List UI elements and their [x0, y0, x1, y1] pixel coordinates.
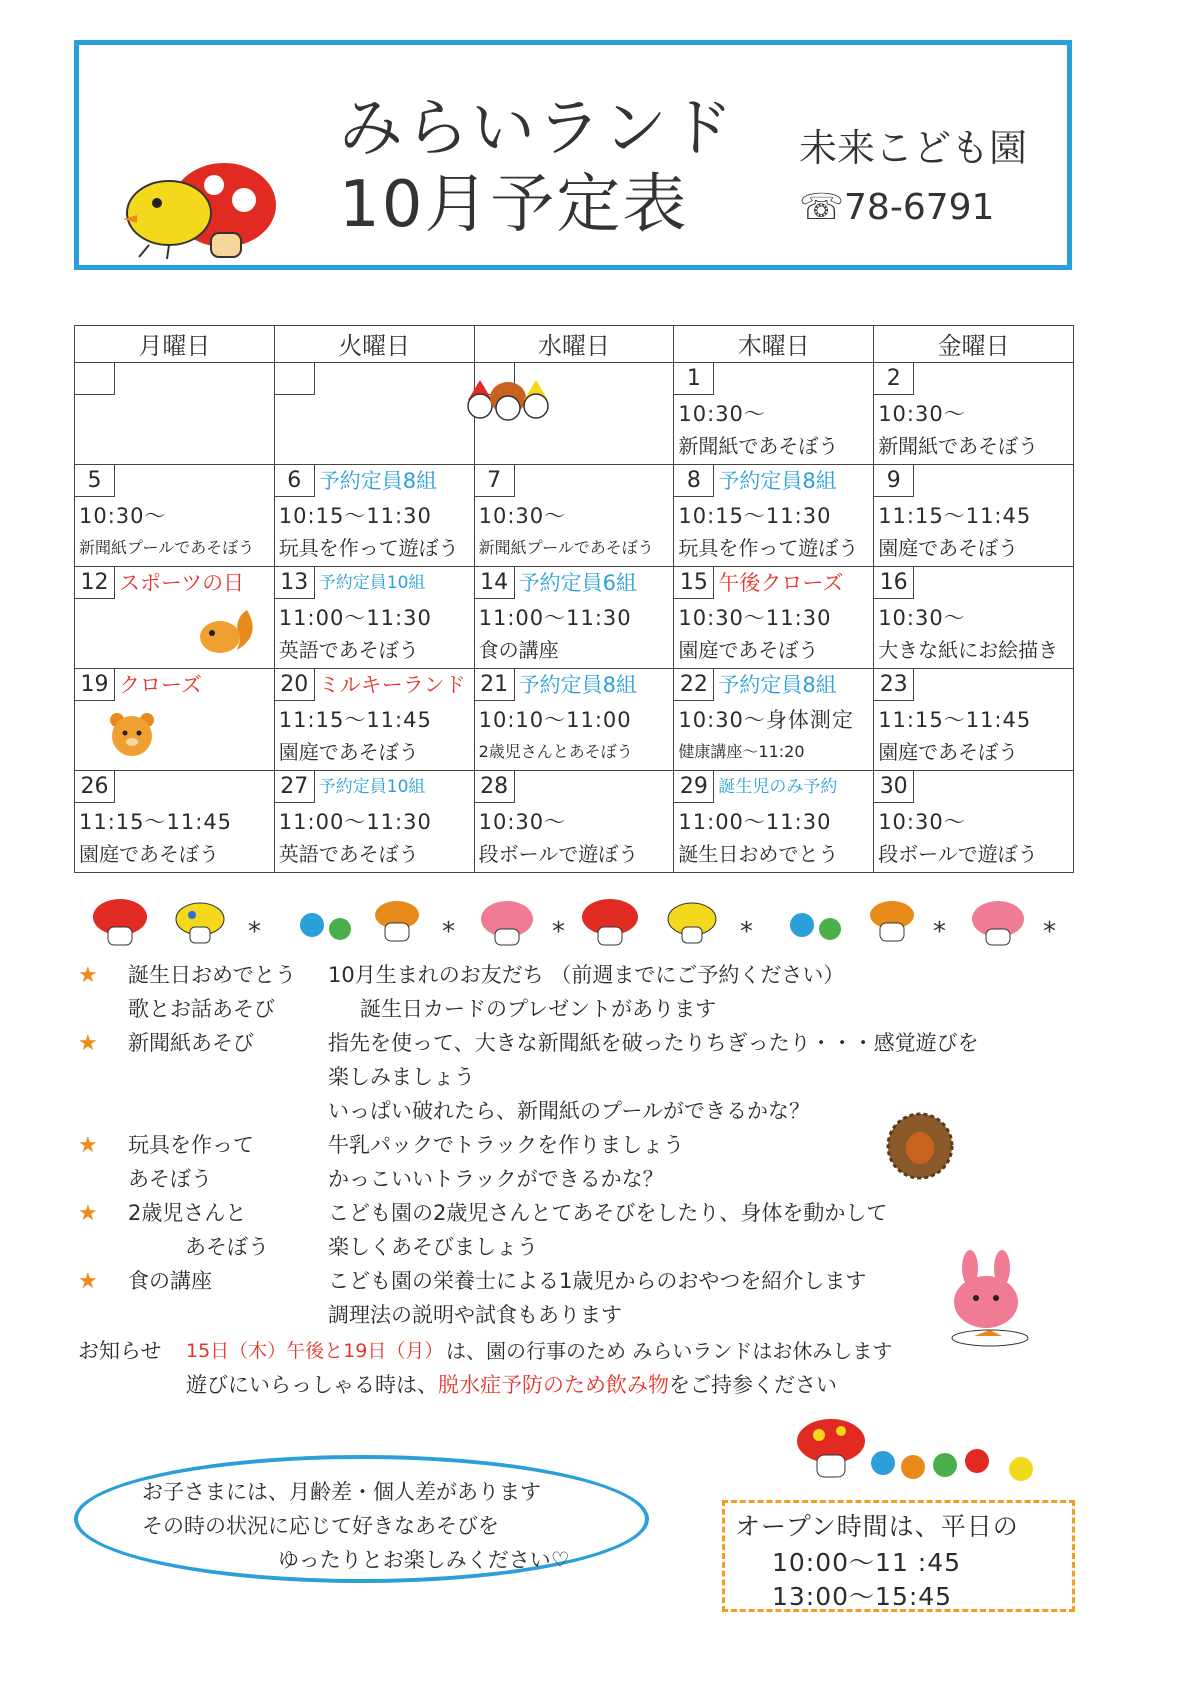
- calendar-cell: [274, 567, 474, 669]
- event-activity: 園庭であそぼう: [79, 842, 219, 866]
- day-number: 26: [75, 771, 115, 803]
- cell-header: [475, 567, 674, 601]
- event-activity: 新聞紙であそぼう: [678, 434, 839, 458]
- event-activity: 段ボールで遊ぼう: [478, 842, 639, 866]
- week-row: [75, 771, 1074, 873]
- day-number: 9: [874, 465, 914, 497]
- rabbit-icon: [930, 1250, 1050, 1350]
- note-title: 2歳児さんと: [128, 1201, 247, 1225]
- star-icon: ★: [78, 1201, 98, 1226]
- event-activity: 大きな紙にお絵描き: [878, 638, 1059, 662]
- chestnut-friends-icon: [458, 370, 558, 440]
- bubble-line: ゆったりとお楽しみください♡: [278, 1548, 570, 1572]
- day-number: 27: [275, 771, 315, 803]
- event-activity: 玩具を作って遊ぼう: [678, 536, 859, 560]
- cell-header: [275, 465, 474, 499]
- event-activity: 健康講座〜11:20: [678, 742, 805, 761]
- page-title: [339, 91, 735, 243]
- star-icon: ★: [78, 963, 98, 988]
- mushroom-icon: [93, 899, 147, 945]
- cell-header: [874, 465, 1073, 499]
- event-time: 11:00〜11:30: [478, 606, 632, 630]
- event-label: 予約定員6組: [518, 571, 637, 595]
- calendar-cell: [274, 465, 474, 567]
- event-time: 10:30〜11:30: [678, 606, 832, 630]
- calendar-cell: [474, 771, 674, 873]
- weekday-header: 月曜日: [75, 326, 275, 363]
- cell-header: [75, 465, 274, 499]
- cell-header: [674, 771, 873, 805]
- calendar-cell: [874, 363, 1074, 465]
- event-time: 10:15〜11:30: [278, 504, 432, 528]
- day-number: 2: [874, 363, 914, 395]
- star-icon: ★: [78, 1269, 98, 1294]
- note-text: こども園の栄養士による1歳児からのおやつを紹介します: [328, 1269, 867, 1293]
- svg-text:*: *: [740, 917, 753, 947]
- event-label: 午後クローズ: [718, 571, 844, 595]
- cell-header: [874, 771, 1073, 805]
- event-time: [275, 397, 474, 431]
- calendar-table: [74, 325, 1074, 873]
- bubble-line: お子さまには、月齢差・個人差があります: [142, 1480, 541, 1504]
- calendar-cell: [75, 363, 275, 465]
- mushroom-icon: [300, 913, 351, 940]
- event-label: 予約定員8組: [718, 673, 837, 697]
- cell-header: [475, 771, 674, 805]
- day-number: [75, 363, 115, 395]
- event-time: 11:00〜11:30: [278, 810, 432, 834]
- mushroom-icon: [481, 901, 533, 945]
- open-hours-line: オープン時間は、平日の: [735, 1512, 1019, 1541]
- day-number: 15: [674, 567, 714, 599]
- event-time: 10:30〜: [79, 504, 167, 528]
- svg-text:*: *: [248, 917, 261, 947]
- drink-notice: [186, 1368, 837, 1402]
- drink-pre: 遊びにいらっしゃる時は、: [186, 1373, 438, 1397]
- day-number: 19: [75, 669, 115, 701]
- cell-header: [475, 465, 674, 499]
- drink-red: 脱水症予防のため飲み物: [438, 1373, 669, 1397]
- cell-header: [674, 669, 873, 703]
- day-number: 13: [275, 567, 315, 599]
- cell-header: [475, 669, 674, 703]
- event-time: 10:30〜: [478, 810, 567, 834]
- open-hours-line: 10:00〜11 :45: [772, 1548, 962, 1577]
- event-activity: 玩具を作って遊ぼう: [278, 536, 459, 560]
- day-number: 21: [475, 669, 515, 701]
- note-title: 誕生日おめでとう: [128, 963, 296, 987]
- calendar-cell: [874, 669, 1074, 771]
- event-time: 10:15〜11:30: [678, 504, 832, 528]
- calendar-cell: [75, 771, 275, 873]
- event-time: 10:30〜: [478, 504, 567, 528]
- note-text: 楽しみましょう: [328, 1065, 475, 1089]
- event-activity: 園庭であそぼう: [878, 536, 1019, 560]
- calendar-cell: [474, 465, 674, 567]
- mushroom-icon: [790, 913, 841, 940]
- event-time: 11:00〜11:30: [678, 810, 832, 834]
- note-text: 調理法の説明や試食もあります: [328, 1303, 622, 1327]
- mushroom-icon: [582, 899, 638, 945]
- school-name: 未来こども園: [799, 126, 1028, 170]
- cell-header: [674, 567, 873, 601]
- event-label: 予約定員10組: [318, 777, 426, 797]
- header-box: [74, 40, 1072, 270]
- day-number: [275, 363, 315, 395]
- calendar-cell: [674, 669, 874, 771]
- day-number: 8: [674, 465, 714, 497]
- event-time: [75, 397, 274, 431]
- cell-header: [674, 465, 873, 499]
- note-title: 新聞紙あそび: [128, 1031, 254, 1055]
- calendar-cell: [274, 363, 474, 465]
- event-activity: 新聞紙プールであそぼう: [478, 538, 654, 557]
- mushroom-icon: [668, 903, 716, 943]
- event-time: 10:30〜: [878, 402, 966, 426]
- event-activity: 英語であそぼう: [278, 842, 419, 866]
- event-activity: 園庭であそぼう: [878, 740, 1019, 764]
- cell-header: [275, 567, 474, 601]
- notice-dates: 15日（木）午後と19日（月）: [186, 1340, 444, 1362]
- mushroom-row-icon: [80, 895, 1080, 955]
- event-time: 10:30〜: [878, 606, 966, 630]
- day-number: 12: [75, 567, 115, 599]
- open-hours-line: 13:00〜15:45: [772, 1582, 953, 1611]
- title-line-1: みらいランド: [339, 92, 735, 166]
- calendar-cell: [674, 567, 874, 669]
- mushroom-icon: [972, 901, 1024, 945]
- weekday-header: 火曜日: [274, 326, 474, 363]
- mushroom-icon: [375, 901, 419, 941]
- event-time: 11:00〜11:30: [278, 606, 432, 630]
- week-row: [75, 465, 1074, 567]
- event-activity: 園庭であそぼう: [278, 740, 419, 764]
- title-line-2: 10月予定表: [339, 168, 689, 242]
- event-activity: 2歳児さんとあそぼう: [478, 742, 633, 761]
- cell-header: [75, 567, 274, 601]
- calendar-cell: [674, 771, 874, 873]
- mushroom-cluster-icon: [795, 1415, 1055, 1485]
- note-title: 食の講座: [128, 1269, 212, 1293]
- chestnut-icon: [880, 1108, 960, 1183]
- notice-label: お知らせ: [78, 1339, 162, 1363]
- note-text: 牛乳パックでトラックを作りましょう: [328, 1133, 685, 1157]
- day-number: 7: [475, 465, 515, 497]
- event-label: クローズ: [119, 673, 202, 697]
- svg-text:*: *: [933, 917, 946, 947]
- calendar-cell: [874, 567, 1074, 669]
- star-icon: ★: [78, 1031, 98, 1056]
- star-icon: ★: [78, 1133, 98, 1158]
- week-row: [75, 363, 1074, 465]
- calendar-cell: [474, 567, 674, 669]
- weekday-row: [75, 326, 1074, 363]
- weekday-header: 水曜日: [474, 326, 674, 363]
- cell-header: [75, 363, 274, 397]
- event-time: 10:10〜11:00: [478, 708, 632, 732]
- weekday-header: 木曜日: [674, 326, 874, 363]
- mushroom-icon: [176, 903, 224, 943]
- day-number: 29: [674, 771, 714, 803]
- event-activity: 英語であそぼう: [278, 638, 419, 662]
- event-activity: 誕生日おめでとう: [678, 842, 839, 866]
- day-number: 20: [275, 669, 315, 701]
- svg-text:*: *: [552, 917, 565, 947]
- note-title: 玩具を作って: [128, 1133, 254, 1157]
- note-text: 指先を使って、大きな新聞紙を破ったりちぎったり・・・感覚遊びを: [328, 1031, 979, 1055]
- bear-icon: [105, 708, 160, 763]
- cell-header: [75, 669, 274, 703]
- day-number: 28: [475, 771, 515, 803]
- day-number: 6: [275, 465, 315, 497]
- event-time: 10:30〜身体測定: [678, 708, 854, 732]
- event-activity: 新聞紙プールであそぼう: [79, 538, 255, 557]
- cell-header: [874, 669, 1073, 703]
- calendar-cell: [874, 465, 1074, 567]
- note-text: 10月生まれのお友だち （前週までにご予約ください）: [328, 963, 845, 987]
- calendar-cell: [274, 669, 474, 771]
- calendar-cell: [274, 771, 474, 873]
- event-label: スポーツの日: [119, 571, 245, 595]
- calendar-cell: [674, 363, 874, 465]
- day-number: 23: [874, 669, 914, 701]
- event-time: 11:15〜11:45: [278, 708, 432, 732]
- event-time: 11:15〜11:45: [878, 708, 1032, 732]
- note-title: あそぼう: [185, 1235, 269, 1259]
- svg-text:*: *: [442, 917, 455, 947]
- event-time: 10:30〜: [878, 810, 966, 834]
- cell-header: [275, 363, 474, 397]
- bubble-line: その時の状況に応じて好きなあそびを: [142, 1514, 499, 1538]
- day-number: 22: [674, 669, 714, 701]
- note-text: 誕生日カードのプレゼントがあります: [360, 997, 717, 1021]
- cell-header: [275, 669, 474, 703]
- event-label: 誕生児のみ予約: [718, 777, 838, 797]
- event-time: 10:30〜: [678, 402, 766, 426]
- week-row: [75, 669, 1074, 771]
- event-activity: 園庭であそぼう: [678, 638, 819, 662]
- note-text: 楽しくあそびましょう: [328, 1235, 538, 1259]
- event-label: 予約定員8組: [718, 469, 837, 493]
- cell-header: [874, 363, 1073, 397]
- mushroom-icon: [870, 901, 914, 941]
- day-number: 14: [475, 567, 515, 599]
- note-title: あそぼう: [128, 1167, 212, 1191]
- day-number: 1: [674, 363, 714, 395]
- note-text: いっぱい破れたら、新聞紙のプールができるかな？: [328, 1099, 810, 1123]
- day-number: 5: [75, 465, 115, 497]
- day-number: 16: [874, 567, 914, 599]
- event-activity: 食の講座: [478, 638, 559, 662]
- calendar-cell: [75, 465, 275, 567]
- cell-header: [75, 771, 274, 805]
- cell-header: [275, 771, 474, 805]
- cell-header: [674, 363, 873, 397]
- day-number: 30: [874, 771, 914, 803]
- cell-header: [874, 567, 1073, 601]
- weekday-header: 金曜日: [874, 326, 1074, 363]
- drink-post: をご持参ください: [669, 1373, 837, 1397]
- calendar-cell: [874, 771, 1074, 873]
- event-label: 予約定員8組: [318, 469, 438, 493]
- event-label: 予約定員10組: [318, 573, 426, 593]
- event-time: 11:15〜11:45: [79, 810, 233, 834]
- event-activity: 段ボールで遊ぼう: [878, 842, 1038, 866]
- svg-text:*: *: [1043, 917, 1056, 947]
- notice-text: は、園の行事のため みらいランドはお休みします: [446, 1339, 893, 1363]
- squirrel-icon: [192, 605, 262, 660]
- calendar-cell: [474, 669, 674, 771]
- event-time: 11:15〜11:45: [878, 504, 1032, 528]
- note-text: こども園の2歳児さんとてあそびをしたり、身体を動かして: [328, 1201, 888, 1225]
- note-text: かっこいいトラックができるかな？: [328, 1167, 664, 1191]
- phone-number: ☏78-6791: [799, 187, 995, 228]
- event-activity: 新聞紙であそぼう: [878, 434, 1039, 458]
- event-label: ミルキーランド: [318, 673, 466, 697]
- calendar-cell: [674, 465, 874, 567]
- note-title: 歌とお話あそび: [128, 997, 275, 1021]
- mushroom-chick-icon: [119, 145, 279, 265]
- event-label: 予約定員8組: [518, 673, 637, 697]
